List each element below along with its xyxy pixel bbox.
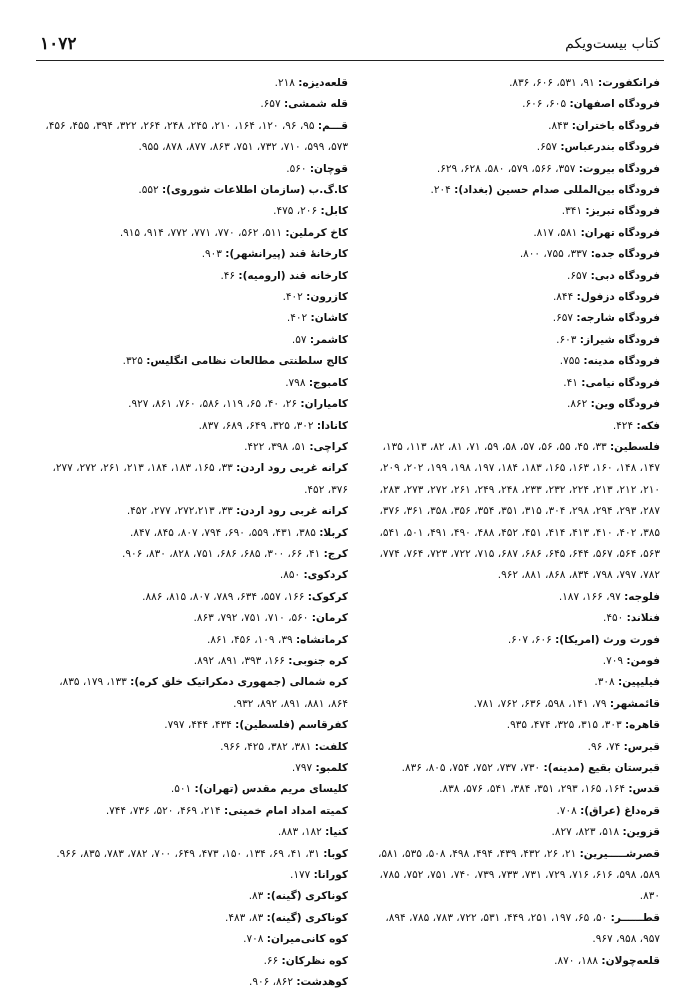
- index-entry: [40, 737, 348, 758]
- index-pages: ۴۰۲.: [286, 312, 308, 325]
- index-term: کوبا:: [323, 847, 348, 860]
- index-entry: [40, 929, 348, 950]
- index-term: قبرس:: [623, 740, 660, 753]
- index-entry: [364, 308, 660, 329]
- index-entry: [364, 416, 660, 437]
- index-pages: ۴۵۰.: [603, 612, 624, 625]
- index-entry: [364, 608, 660, 629]
- index-pages: ۷۹۷.: [291, 762, 313, 774]
- index-term: فکه:: [636, 419, 660, 432]
- index-entry: [364, 630, 660, 651]
- index-pages: ۷۹۸.: [285, 376, 306, 389]
- index-pages: ۶۵۷.: [552, 312, 573, 325]
- index-entry: [364, 951, 660, 972]
- index-entry: [40, 972, 348, 993]
- index-pages: ۱۷۷.: [289, 869, 311, 882]
- index-pages: ۳۴۱.: [561, 205, 582, 218]
- index-term: کارخانه قند (ارومیه):: [238, 269, 348, 282]
- index-term: قـــم:: [317, 119, 348, 132]
- index-term: کمیته امداد امام خمینی:: [224, 804, 348, 817]
- index-pages: ۸۶۲، ۹۰۶.: [249, 976, 293, 989]
- index-pages: ۱۶۶، ۳۹۳، ۸۹۱، ۸۹۲.: [193, 654, 285, 667]
- index-column-left: [40, 73, 348, 993]
- index-entry: [40, 587, 348, 608]
- index-entry: [40, 565, 348, 586]
- index-entry: [364, 330, 660, 351]
- index-term: کوناکری (گینه):: [266, 890, 348, 903]
- index-pages: ۴۰۲.: [282, 291, 303, 304]
- index-term: فیلیپین:: [618, 676, 660, 689]
- index-term: کابل:: [320, 205, 348, 218]
- index-term: کازرون:: [306, 291, 348, 304]
- index-entry: [40, 672, 348, 715]
- index-entry: [40, 501, 348, 522]
- index-entry: [364, 94, 660, 115]
- index-pages: ۳۲۵.: [122, 355, 143, 368]
- index-pages: ۲۶، ۴۰، ۶۵، ۱۱۹، ۵۸۶، ۷۶۰، ۸۶۱، ۹۲۷.: [128, 398, 298, 411]
- index-term: قزوین:: [622, 826, 660, 839]
- index-entry: [364, 201, 660, 222]
- index-entry: [40, 351, 348, 372]
- index-term: فرودگاه دبی:: [590, 269, 660, 282]
- index-entry: [40, 715, 348, 736]
- index-pages: ۱۸۸، ۸۷۰.: [554, 954, 599, 967]
- index-pages: ۵۱۱، ۵۶۲، ۷۷۰، ۷۷۱، ۷۷۲، ۹۱۴، ۹۱۵.: [119, 226, 283, 239]
- index-pages: ۸۵۰.: [279, 569, 301, 582]
- index-term: کانادا:: [316, 419, 348, 432]
- index-pages: ۳۸۵، ۴۳۱، ۵۵۹، ۶۹۰، ۷۹۴، ۸۰۷، ۸۴۵، ۸۴۷.: [130, 526, 316, 539]
- index-pages: ۴۶.: [220, 269, 236, 282]
- index-term: کوه نظرکان:: [281, 954, 348, 967]
- index-pages: ۴۳۴، ۴۴۴، ۷۹۷.: [164, 719, 232, 732]
- index-entry: [40, 266, 348, 287]
- page-number: ۱۰۷۲: [40, 34, 77, 54]
- index-term: فلوجه:: [624, 590, 660, 603]
- index-term: کورانا:: [313, 869, 348, 882]
- index-term: قلعه‌دیزه:: [298, 77, 348, 89]
- index-pages: ۸۴۳.: [548, 119, 569, 132]
- index-term: فرودگاه مدینه:: [583, 355, 660, 368]
- index-entry: [40, 373, 348, 394]
- index-entry: [364, 223, 660, 244]
- index-term: کالج سلطنتی مطالعات نظامی انگلیس:: [146, 355, 348, 368]
- index-entry: [364, 287, 660, 308]
- index-entry: [40, 244, 348, 265]
- index-term: قاهره:: [624, 719, 660, 732]
- index-pages: ۴۲۴.: [612, 419, 634, 432]
- index-pages: ۴۱، ۶۶، ۳۰۰، ۶۸۵، ۶۸۶، ۷۵۱، ۸۲۸، ۸۳۰، ۹۰۶.: [122, 547, 321, 560]
- index-pages: ۸۳، ۴۸۳.: [225, 911, 264, 924]
- index-term: فومن:: [626, 654, 660, 667]
- index-pages: ۲۱۴، ۴۶۹، ۵۲۰، ۷۳۶، ۷۴۴.: [105, 804, 221, 817]
- index-pages: ۵۸۱، ۸۱۷.: [533, 226, 578, 239]
- index-term: فرودگاه نیامی:: [581, 376, 660, 389]
- index-term: قلعه‌چولان:: [601, 954, 660, 967]
- index-term: کارخانهٔ قند (پیرانشهر):: [225, 248, 348, 261]
- index-pages: ۱۶۴، ۱۶۵، ۲۹۳، ۳۵۱، ۳۸۴، ۵۴۱، ۵۷۶، ۸۳۸.: [439, 783, 626, 796]
- index-entry: [364, 159, 660, 180]
- index-entry: [40, 951, 348, 972]
- index-entry: [40, 908, 348, 929]
- index-term: کامیاران:: [300, 398, 348, 411]
- index-entry: [364, 737, 660, 758]
- index-entry: [40, 523, 348, 544]
- index-term: کا.گ.ب (سازمان اطلاعات شوروی):: [161, 184, 348, 197]
- index-entry: [364, 73, 660, 94]
- index-entry: [40, 651, 348, 672]
- index-entry: [40, 180, 348, 201]
- index-entry: [364, 116, 660, 137]
- index-term: قدس:: [628, 783, 660, 796]
- index-entry: [364, 437, 660, 587]
- index-term: فرودگاه باختران:: [571, 119, 660, 132]
- index-term: قله شمشی:: [283, 98, 348, 111]
- index-entry: [40, 223, 348, 244]
- index-pages: ۳۰۳، ۳۱۵، ۳۲۵، ۴۷۴، ۹۳۵.: [506, 719, 622, 732]
- index-pages: ۳۰۲، ۳۲۵، ۶۴۹، ۶۸۹، ۸۳۷.: [198, 419, 314, 432]
- index-term: فرودگاه جده:: [590, 248, 660, 261]
- index-term: کرانه غربی رود اردن:: [236, 462, 348, 475]
- index-pages: ۶۵۷.: [567, 269, 588, 282]
- index-pages: ۷۰۸.: [243, 933, 264, 946]
- index-term: کردکوی:: [303, 569, 348, 582]
- index-term: کربلا:: [319, 526, 348, 539]
- index-pages: ۵۶۰، ۷۱۰، ۷۵۱، ۷۹۲، ۸۶۳.: [193, 612, 309, 625]
- index-term: فنلاند:: [626, 612, 660, 625]
- index-entry: [40, 73, 348, 94]
- index-term: فرودگاه تبریز:: [585, 205, 660, 218]
- index-term: کامبوج:: [308, 376, 348, 389]
- index-term: کنیا:: [325, 826, 348, 839]
- index-pages: ۲۰۶، ۴۷۵.: [273, 205, 318, 218]
- index-entry: [40, 287, 348, 308]
- index-term: کرمانشاه:: [295, 633, 348, 646]
- index-pages: ۷۴، ۹۶.: [587, 740, 621, 753]
- index-pages: ۳۰۸.: [594, 676, 615, 689]
- index-pages: ۵۰، ۶۵، ۱۹۷، ۲۵۱، ۴۴۹، ۵۳۱، ۷۲۲، ۷۸۳، ۷۸۵، ۸۹۴، ۹۵۷، ۹۵۸، ۹۶۷.: [385, 911, 660, 946]
- index-term: فرودگاه بندرعباس:: [560, 141, 660, 154]
- index-term: فرودگاه بین‌المللی صدام حسین (بغداد):: [454, 184, 660, 197]
- index-entry: [40, 201, 348, 222]
- index-entry: [364, 394, 660, 415]
- index-pages: ۵۷.: [291, 333, 307, 346]
- index-pages: ۲۱، ۲۶، ۴۳۲، ۴۳۹، ۴۹۴، ۴۹۸، ۵۰۸، ۵۳۵، ۵۸۱، ۵۸۹، ۵۹۸، ۶۱۶، ۷۱۶، ۷۲۹، ۷۳۱، ۷۳۳، ۷۳۹، ۷۴۰، ۷۵۱، ۷۵۲، ۷۸۵، ۸۳۰.: [377, 847, 660, 903]
- index-entry: [40, 437, 348, 458]
- index-pages: ۳۸۱، ۳۸۲، ۴۲۵، ۹۶۶.: [220, 740, 312, 753]
- index-entry: [40, 822, 348, 843]
- index-term: فرودگاه اصفهان:: [569, 98, 660, 111]
- index-entry: [364, 779, 660, 800]
- index-pages: ۳۳۷، ۷۵۵، ۸۰۰.: [519, 248, 588, 261]
- index-term: فرودگاه دزفول:: [576, 291, 660, 304]
- index-entry: [364, 715, 660, 736]
- index-pages: ۹۵، ۹۶، ۱۲۰، ۱۶۴، ۲۱۰، ۲۴۵، ۲۴۸، ۲۶۴، ۳۲۲، ۳۹۴، ۴۵۵، ۴۵۶، ۵۷۳، ۵۹۹، ۷۱۰، ۷۳۲، ۷۵۱، ۸۶۳، ۸۷۷، ۸۷۸، ۹۵۵.: [45, 119, 348, 154]
- index-pages: ۵۰۱.: [170, 783, 192, 796]
- index-entry: [364, 672, 660, 693]
- index-entry: [40, 758, 348, 779]
- index-term: فلسطین:: [609, 440, 660, 453]
- index-pages: ۷۵۵.: [559, 355, 581, 368]
- index-entry: [40, 865, 348, 886]
- index-entry: [364, 373, 660, 394]
- index-term: قصرشـــــیرین:: [579, 847, 660, 860]
- index-entry: [364, 694, 660, 715]
- index-term: فرودگاه بیروت:: [578, 162, 660, 175]
- index-term: فرودگاه وین:: [590, 398, 660, 411]
- index-term: کلفت:: [314, 740, 348, 753]
- index-entry: [40, 159, 348, 180]
- index-pages: ۳۹، ۱۰۹، ۴۵۶، ۸۶۱.: [207, 633, 293, 646]
- index-entry: [364, 844, 660, 908]
- index-pages: ۳۳، ۴۵، ۵۵، ۵۶، ۵۷، ۵۸، ۵۹، ۷۱، ۸۱، ۸۲، ۱۱۳، ۱۳۵، ۱۴۷، ۱۴۸، ۱۶۰، ۱۶۳، ۱۶۵، ۱۸۳، ۱۸۴، ۱۹۷، ۱۹۸، ۱۹۹، ۲۰۲، ۲۰۹، ۲۱۰، ۲۱۲، ۲۱۳، ۲۲۴، ۲۳۲، ۲۳۳، ۲۴۸، ۲۴۹، ۲۶۱، ۲۷۲، ۲۷۳، ۲۸۳، ۲۸۷، ۲۹۳، ۲۹۴، ۲۹۸، ۳۰۴، ۳۱۵، ۳۵۱، ۳۵۴، ۳۵۶، ۳۵۸، ۳۶۱، ۳۷۶، ۳۸۵، ۴۰۲، ۴۱۰، ۴۱۳، ۴۱۴، ۴۵۱، ۴۵۲، ۴۸۸، ۴۹۰، ۴۹۱، ۵۰۱، ۵۴۱، ۵۶۳، ۵۶۴، ۵۶۷، ۶۴۴، ۶۴۵، ۶۸۶، ۶۸۷، ۷۱۵، ۷۲۲، ۷۲۳، ۷۶۴، ۷۷۴، ۷۸۲، ۷۹۷، ۷۹۸، ۸۳۴، ۸۶۸، ۸۸۱، ۹۶۲.: [379, 440, 660, 582]
- index-term: کلیسای مریم مقدس (تهران):: [194, 783, 348, 796]
- index-pages: ۲۱۸.: [274, 77, 295, 89]
- index-term: کفرقاسم (فلسطین):: [235, 719, 348, 732]
- index-pages: ۷۹، ۱۴۱، ۵۹۸، ۶۳۶، ۷۶۲، ۷۸۱.: [473, 697, 607, 710]
- index-entry: [40, 308, 348, 329]
- index-pages: ۷۳۰، ۷۳۷، ۷۵۲، ۷۵۴، ۸۰۵، ۸۳۶.: [401, 762, 541, 774]
- index-pages: ۵۶۰.: [286, 162, 307, 175]
- index-term: فرودگاه شارجه:: [576, 312, 660, 325]
- index-term: کاشمر:: [309, 333, 348, 346]
- index-pages: ۷۰۹.: [602, 654, 624, 667]
- index-pages: ۸۴۴.: [552, 291, 574, 304]
- index-term: قوچان:: [309, 162, 348, 175]
- index-entry: [364, 908, 660, 951]
- index-term: کراچی:: [309, 440, 348, 453]
- index-term: کاخ کرملین:: [285, 226, 348, 239]
- index-pages: ۹۷، ۱۶۶، ۱۸۷.: [558, 590, 621, 603]
- index-entry: [40, 886, 348, 907]
- index-pages: ۶۶.: [263, 954, 279, 967]
- index-pages: ۶۵۷.: [260, 98, 281, 111]
- index-entry: [40, 94, 348, 115]
- index-pages: ۹۱، ۵۳۱، ۶۰۶، ۸۳۶.: [509, 77, 595, 89]
- index-entry: [40, 416, 348, 437]
- index-term: کرج:: [323, 547, 348, 560]
- index-term: فرودگاه شیراز:: [579, 333, 660, 346]
- index-pages: ۵۱۸، ۸۲۳، ۸۲۷.: [551, 826, 620, 839]
- index-entry: [40, 630, 348, 651]
- index-entry: [40, 544, 348, 565]
- index-pages: ۱۶۶، ۵۵۷، ۶۳۴، ۷۸۹، ۸۰۷، ۸۱۵، ۸۸۶.: [142, 590, 305, 603]
- index-term: قائمشهر:: [609, 697, 660, 710]
- index-entry: [364, 180, 660, 201]
- index-term: کرمان:: [311, 612, 348, 625]
- index-entry: [364, 244, 660, 265]
- index-pages: ۶۰۵، ۶۰۶.: [522, 98, 567, 111]
- index-pages: ۱۳۳، ۱۷۹، ۸۳۵، ۸۶۴، ۸۸۱، ۸۹۱، ۸۹۲، ۹۳۲.: [59, 676, 348, 710]
- index-entry: [364, 651, 660, 672]
- book-title: کتاب بیست‌ویکم: [565, 36, 660, 52]
- index-entry: [40, 844, 348, 865]
- index-entry: [364, 822, 660, 843]
- index-entry: [364, 266, 660, 287]
- index-entry: [40, 394, 348, 415]
- index-term: فرودگاه تهران:: [580, 226, 660, 239]
- index-entry: [40, 330, 348, 351]
- index-term: کرکوک:: [307, 590, 348, 603]
- index-pages: ۶۵۷.: [536, 141, 557, 154]
- index-term: قبرستان بقیع (مدینه):: [543, 762, 660, 774]
- index-entry: [364, 351, 660, 372]
- index-term: کرانه غربی رود اردن:: [236, 505, 348, 518]
- index-entry: [364, 801, 660, 822]
- index-term: کلمبو:: [315, 762, 348, 774]
- index-term: کوه کانی‌میران:: [266, 933, 348, 946]
- index-term: قره‌داغ (عراق):: [580, 804, 660, 817]
- index-pages: ۶۰۳.: [556, 333, 577, 346]
- index-pages: ۹۰۳.: [201, 248, 222, 261]
- page-header: [36, 32, 664, 61]
- index-entry: [40, 608, 348, 629]
- index-pages: ۲۰۴.: [430, 184, 451, 197]
- index-term: کره جنوبی:: [288, 654, 348, 667]
- index-pages: ۱۸۲، ۸۸۳.: [277, 826, 322, 839]
- index-entry: [364, 758, 660, 779]
- index-pages: ۴۱.: [563, 376, 578, 389]
- index-pages: ۳۵۷، ۵۶۶، ۵۷۹، ۵۸۰، ۶۲۸، ۶۲۹.: [436, 162, 576, 175]
- index-pages: ۷۰۸.: [556, 804, 577, 817]
- index-term: کاشان:: [310, 312, 348, 325]
- index-pages: ۳۱، ۴۱، ۶۹، ۱۳۴، ۱۵۰، ۴۷۳، ۶۴۹، ۷۰۰، ۷۸۲، ۷۸۳، ۸۳۵، ۹۶۶.: [56, 847, 320, 860]
- index-entry: [40, 779, 348, 800]
- index-term: کوناکری (گینه):: [266, 911, 348, 924]
- index-term: کوهدشت:: [296, 976, 348, 989]
- index-term: فورت ورث (امریکا):: [555, 633, 660, 646]
- index-pages: ۳۳، ۱۶۵، ۱۸۳، ۱۸۴، ۲۱۳، ۲۶۱، ۲۷۲، ۲۷۷، ۳۷۶، ۴۵۲.: [52, 462, 348, 496]
- index-pages: ۸۳.: [248, 890, 264, 903]
- index-entry: [364, 137, 660, 158]
- index-pages: ۳۳، ۲۷۲،۲۱۳، ۲۷۷، ۴۵۲.: [126, 505, 233, 518]
- index-pages: ۵۱، ۳۹۸، ۴۲۲.: [244, 440, 307, 453]
- index-entry: [40, 801, 348, 822]
- index-column-right: [364, 73, 660, 972]
- index-term: کره شمالی (جمهوری دمکراتیک خلق کره):: [130, 676, 348, 689]
- index-entry: [40, 458, 348, 501]
- index-term: فرانکفورت:: [598, 77, 660, 89]
- index-entry: [40, 116, 348, 159]
- index-entry: [364, 587, 660, 608]
- index-pages: ۶۰۶، ۶۰۷.: [507, 633, 552, 646]
- index-pages: ۸۶۲.: [567, 398, 588, 411]
- index-pages: ۵۵۲.: [138, 184, 159, 197]
- index-term: قطــــــر:: [610, 911, 660, 924]
